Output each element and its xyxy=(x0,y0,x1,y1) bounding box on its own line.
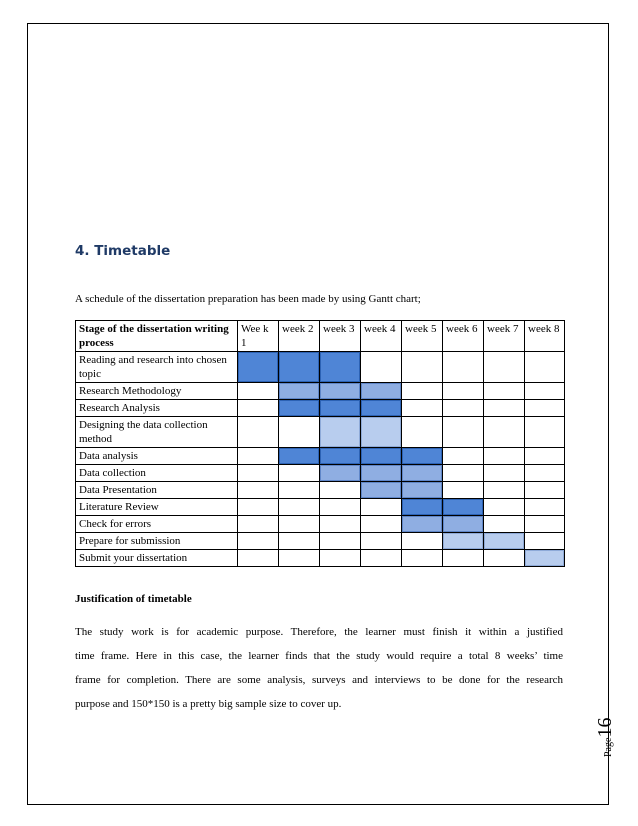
stage-cell: Research Analysis xyxy=(76,400,238,417)
gantt-empty-cell xyxy=(238,383,279,400)
stage-cell: Prepare for submission xyxy=(76,533,238,550)
gantt-empty-cell xyxy=(238,448,279,465)
gantt-empty-cell xyxy=(443,465,484,482)
stage-cell: Reading and research into chosen topic xyxy=(76,352,238,383)
gantt-empty-cell xyxy=(238,533,279,550)
gantt-bar-cell xyxy=(279,448,320,465)
header-week: week 8 xyxy=(525,321,565,352)
gantt-empty-cell xyxy=(525,400,565,417)
gantt-empty-cell xyxy=(484,448,525,465)
gantt-bar-cell xyxy=(320,400,361,417)
gantt-empty-cell xyxy=(279,417,320,448)
gantt-bar-cell xyxy=(443,533,484,550)
page-number-value: 16 xyxy=(594,717,616,738)
gantt-empty-cell xyxy=(320,533,361,550)
gantt-empty-cell xyxy=(320,499,361,516)
gantt-empty-cell xyxy=(402,383,443,400)
gantt-empty-cell xyxy=(443,417,484,448)
gantt-empty-cell xyxy=(525,499,565,516)
justification-line: The study work is for academic purpose. Therefore, the learner must finish it within a justified xyxy=(75,626,563,638)
gantt-row xyxy=(76,533,565,550)
gantt-empty-cell xyxy=(361,516,402,533)
gantt-bar-cell xyxy=(279,383,320,400)
page-label: Page xyxy=(603,737,614,757)
header-week: week 5 xyxy=(402,321,443,352)
gantt-bar-cell xyxy=(402,482,443,499)
gantt-bar-cell xyxy=(279,400,320,417)
gantt-bar-cell xyxy=(320,352,361,383)
gantt-bar-cell xyxy=(361,400,402,417)
gantt-empty-cell xyxy=(484,417,525,448)
gantt-bar-cell xyxy=(361,448,402,465)
gantt-bar-cell xyxy=(361,465,402,482)
gantt-bar-cell xyxy=(525,550,565,567)
gantt-empty-cell xyxy=(402,400,443,417)
header-week: week 3 xyxy=(320,321,361,352)
gantt-empty-cell xyxy=(484,516,525,533)
gantt-table xyxy=(75,320,565,567)
stage-cell: Check for errors xyxy=(76,516,238,533)
gantt-empty-cell xyxy=(443,383,484,400)
gantt-empty-cell xyxy=(484,383,525,400)
gantt-bar-cell xyxy=(484,533,525,550)
stage-cell: Data collection xyxy=(76,465,238,482)
gantt-empty-cell xyxy=(402,550,443,567)
gantt-empty-cell xyxy=(402,417,443,448)
gantt-row xyxy=(76,352,565,383)
gantt-empty-cell xyxy=(525,533,565,550)
gantt-empty-cell xyxy=(402,352,443,383)
gantt-empty-cell xyxy=(238,417,279,448)
gantt-header-row xyxy=(76,321,565,352)
gantt-empty-cell xyxy=(525,465,565,482)
stage-cell: Designing the data collection method xyxy=(76,417,238,448)
gantt-bar-cell xyxy=(402,448,443,465)
gantt-empty-cell xyxy=(238,499,279,516)
intro-paragraph: A schedule of the dissertation preparation has been made by using Gantt chart; xyxy=(75,293,421,305)
gantt-bar-cell xyxy=(320,448,361,465)
gantt-empty-cell xyxy=(443,448,484,465)
justification-paragraph xyxy=(75,620,563,716)
gantt-empty-cell xyxy=(361,352,402,383)
stage-cell: Research Methodology xyxy=(76,383,238,400)
gantt-empty-cell xyxy=(238,550,279,567)
gantt-row xyxy=(76,400,565,417)
gantt-empty-cell xyxy=(525,516,565,533)
gantt-bar-cell xyxy=(320,417,361,448)
gantt-bar-cell xyxy=(361,383,402,400)
gantt-row xyxy=(76,417,565,448)
gantt-empty-cell xyxy=(320,550,361,567)
gantt-bar-cell xyxy=(443,516,484,533)
gantt-empty-cell xyxy=(402,533,443,550)
gantt-bar-cell xyxy=(238,352,279,383)
gantt-empty-cell xyxy=(525,383,565,400)
gantt-bar-cell xyxy=(402,516,443,533)
gantt-empty-cell xyxy=(279,550,320,567)
gantt-bar-cell xyxy=(320,465,361,482)
gantt-empty-cell xyxy=(443,352,484,383)
gantt-row xyxy=(76,383,565,400)
gantt-empty-cell xyxy=(361,533,402,550)
header-week: Wee k 1 xyxy=(238,321,279,352)
gantt-bar-cell xyxy=(361,417,402,448)
gantt-empty-cell xyxy=(484,550,525,567)
header-stage: Stage of the dissertation writing process xyxy=(76,321,238,352)
gantt-empty-cell xyxy=(525,448,565,465)
gantt-empty-cell xyxy=(238,400,279,417)
gantt-row xyxy=(76,499,565,516)
justification-line: time frame. Here in this case, the learner finds that the study would require a total 8 weeks’ time xyxy=(75,650,563,662)
gantt-row xyxy=(76,465,565,482)
gantt-bar-cell xyxy=(443,499,484,516)
justification-title: Justification of timetable xyxy=(75,593,192,605)
gantt-empty-cell xyxy=(525,352,565,383)
gantt-bar-cell xyxy=(402,465,443,482)
gantt-empty-cell xyxy=(279,499,320,516)
page-number xyxy=(594,718,617,757)
gantt-bar-cell xyxy=(279,352,320,383)
stage-cell: Data analysis xyxy=(76,448,238,465)
gantt-empty-cell xyxy=(320,482,361,499)
gantt-empty-cell xyxy=(279,516,320,533)
justification-line: frame for completion. There are some analysis, surveys and interviews to be done for the research xyxy=(75,674,563,686)
gantt-empty-cell xyxy=(525,417,565,448)
gantt-empty-cell xyxy=(525,482,565,499)
gantt-row xyxy=(76,516,565,533)
gantt-empty-cell xyxy=(238,465,279,482)
gantt-empty-cell xyxy=(443,400,484,417)
header-week: week 7 xyxy=(484,321,525,352)
header-week: week 6 xyxy=(443,321,484,352)
gantt-empty-cell xyxy=(443,482,484,499)
gantt-empty-cell xyxy=(484,482,525,499)
gantt-bar-cell xyxy=(320,383,361,400)
header-week: week 2 xyxy=(279,321,320,352)
gantt-empty-cell xyxy=(279,465,320,482)
gantt-bar-cell xyxy=(361,482,402,499)
gantt-empty-cell xyxy=(484,465,525,482)
gantt-bar-cell xyxy=(402,499,443,516)
stage-cell: Data Presentation xyxy=(76,482,238,499)
gantt-row xyxy=(76,482,565,499)
gantt-empty-cell xyxy=(484,400,525,417)
gantt-empty-cell xyxy=(279,533,320,550)
section-heading: 4. Timetable xyxy=(75,243,171,259)
stage-cell: Submit your dissertation xyxy=(76,550,238,567)
gantt-empty-cell xyxy=(443,550,484,567)
gantt-empty-cell xyxy=(238,482,279,499)
justification-line: purpose and 150*150 is a pretty big sample size to cover up. xyxy=(75,698,342,710)
gantt-empty-cell xyxy=(484,352,525,383)
header-week: week 4 xyxy=(361,321,402,352)
gantt-empty-cell xyxy=(320,516,361,533)
gantt-row xyxy=(76,448,565,465)
stage-cell: Literature Review xyxy=(76,499,238,516)
gantt-empty-cell xyxy=(279,482,320,499)
gantt-empty-cell xyxy=(361,499,402,516)
gantt-empty-cell xyxy=(238,516,279,533)
gantt-empty-cell xyxy=(484,499,525,516)
gantt-empty-cell xyxy=(361,550,402,567)
gantt-row xyxy=(76,550,565,567)
